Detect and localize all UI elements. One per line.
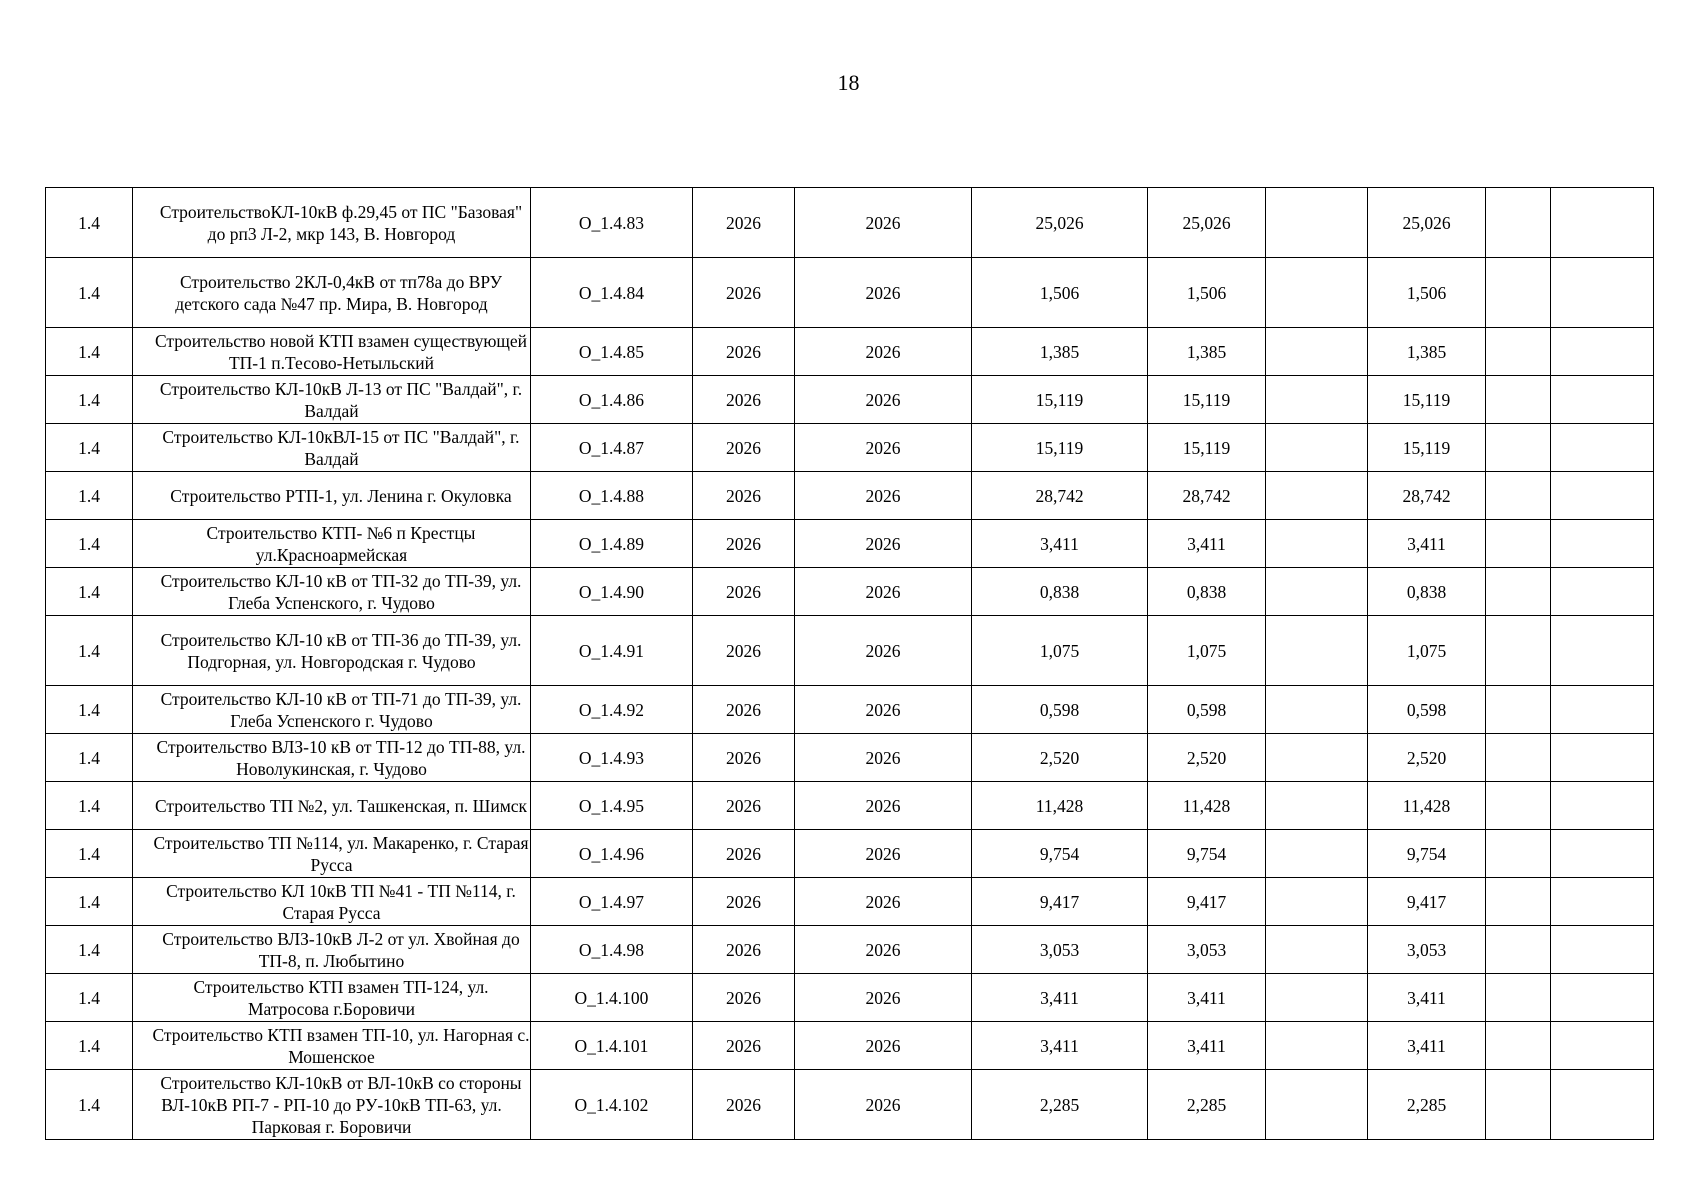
start-year-cell: 2026	[693, 926, 795, 974]
table-row	[46, 878, 1654, 926]
end-year-cell: 2026	[795, 926, 972, 974]
project-code-cell: О_1.4.91	[531, 616, 693, 686]
section-cell: 1.4	[46, 188, 133, 258]
project-code-cell: О_1.4.97	[531, 878, 693, 926]
value-cell-5	[1486, 1022, 1551, 1070]
value-cell-2: 2,285	[1148, 1070, 1266, 1140]
value-cell-2: 0,598	[1148, 686, 1266, 734]
value-cell-2: 3,411	[1148, 520, 1266, 568]
value-cell-6	[1551, 376, 1654, 424]
value-cell-1: 9,417	[972, 878, 1148, 926]
value-cell-5	[1486, 830, 1551, 878]
project-name-cell: Строительство КТП- №6 п Крестцы ул.Красноармейская	[133, 520, 531, 568]
value-cell-4: 3,411	[1368, 1022, 1486, 1070]
start-year-cell: 2026	[693, 568, 795, 616]
value-cell-4: 28,742	[1368, 472, 1486, 520]
project-name-cell: Строительство КЛ-10кВ Л-13 от ПС "Валдай", г. Валдай	[133, 376, 531, 424]
value-cell-6	[1551, 616, 1654, 686]
value-cell-1: 25,026	[972, 188, 1148, 258]
section-cell: 1.4	[46, 686, 133, 734]
start-year-cell: 2026	[693, 376, 795, 424]
start-year-cell: 2026	[693, 616, 795, 686]
end-year-cell: 2026	[795, 376, 972, 424]
value-cell-2: 15,119	[1148, 424, 1266, 472]
table-body	[46, 188, 1654, 1140]
value-cell-3	[1266, 424, 1368, 472]
value-cell-6	[1551, 1022, 1654, 1070]
section-cell: 1.4	[46, 830, 133, 878]
value-cell-2: 3,411	[1148, 974, 1266, 1022]
end-year-cell: 2026	[795, 878, 972, 926]
section-cell: 1.4	[46, 974, 133, 1022]
end-year-cell: 2026	[795, 974, 972, 1022]
value-cell-5	[1486, 472, 1551, 520]
value-cell-5	[1486, 520, 1551, 568]
value-cell-2: 2,520	[1148, 734, 1266, 782]
value-cell-1: 3,411	[972, 974, 1148, 1022]
value-cell-6	[1551, 1070, 1654, 1140]
value-cell-3	[1266, 830, 1368, 878]
project-code-cell: О_1.4.96	[531, 830, 693, 878]
table-row	[46, 974, 1654, 1022]
project-name-cell: Строительство КЛ 10кВ ТП №41 - ТП №114, г. Старая Русса	[133, 878, 531, 926]
project-name-cell: Строительство КЛ-10 кВ от ТП-32 до ТП-39, ул. Глеба Успенского, г. Чудово	[133, 568, 531, 616]
value-cell-5	[1486, 926, 1551, 974]
project-code-cell: О_1.4.84	[531, 258, 693, 328]
value-cell-1: 3,053	[972, 926, 1148, 974]
value-cell-1: 0,838	[972, 568, 1148, 616]
value-cell-3	[1266, 258, 1368, 328]
project-name-cell: Строительство ТП №114, ул. Макаренко, г. Старая Русса	[133, 830, 531, 878]
value-cell-2: 9,754	[1148, 830, 1266, 878]
value-cell-6	[1551, 258, 1654, 328]
value-cell-5	[1486, 328, 1551, 376]
value-cell-1: 3,411	[972, 520, 1148, 568]
value-cell-6	[1551, 520, 1654, 568]
project-code-cell: О_1.4.90	[531, 568, 693, 616]
value-cell-5	[1486, 376, 1551, 424]
table-row	[46, 472, 1654, 520]
project-name-cell: Строительство ВЛЗ-10кВ Л-2 от ул. Хвойная до ТП-8, п. Любытино	[133, 926, 531, 974]
project-name-cell: Строительство КЛ-10 кВ от ТП-71 до ТП-39, ул. Глеба Успенского г. Чудово	[133, 686, 531, 734]
value-cell-6	[1551, 328, 1654, 376]
section-cell: 1.4	[46, 568, 133, 616]
end-year-cell: 2026	[795, 1070, 972, 1140]
section-cell: 1.4	[46, 926, 133, 974]
value-cell-6	[1551, 424, 1654, 472]
value-cell-5	[1486, 188, 1551, 258]
value-cell-3	[1266, 1070, 1368, 1140]
value-cell-3	[1266, 188, 1368, 258]
end-year-cell: 2026	[795, 782, 972, 830]
end-year-cell: 2026	[795, 830, 972, 878]
table-row	[46, 1070, 1654, 1140]
section-cell: 1.4	[46, 734, 133, 782]
value-cell-4: 15,119	[1368, 376, 1486, 424]
value-cell-1: 11,428	[972, 782, 1148, 830]
start-year-cell: 2026	[693, 258, 795, 328]
value-cell-4: 1,075	[1368, 616, 1486, 686]
section-cell: 1.4	[46, 376, 133, 424]
table-row	[46, 328, 1654, 376]
table-row	[46, 830, 1654, 878]
start-year-cell: 2026	[693, 830, 795, 878]
table-row	[46, 1022, 1654, 1070]
table-row	[46, 734, 1654, 782]
value-cell-4: 3,411	[1368, 520, 1486, 568]
value-cell-6	[1551, 686, 1654, 734]
project-code-cell: О_1.4.89	[531, 520, 693, 568]
value-cell-4: 3,411	[1368, 974, 1486, 1022]
value-cell-6	[1551, 926, 1654, 974]
value-cell-1: 2,285	[972, 1070, 1148, 1140]
project-code-cell: О_1.4.86	[531, 376, 693, 424]
project-name-cell: Строительство КЛ-10кВЛ-15 от ПС "Валдай", г. Валдай	[133, 424, 531, 472]
value-cell-3	[1266, 782, 1368, 830]
value-cell-5	[1486, 258, 1551, 328]
table-row	[46, 782, 1654, 830]
value-cell-3	[1266, 926, 1368, 974]
start-year-cell: 2026	[693, 188, 795, 258]
value-cell-1: 9,754	[972, 830, 1148, 878]
project-code-cell: О_1.4.93	[531, 734, 693, 782]
value-cell-4: 0,598	[1368, 686, 1486, 734]
value-cell-3	[1266, 328, 1368, 376]
section-cell: 1.4	[46, 424, 133, 472]
project-name-cell: Строительство КТП взамен ТП-124, ул. Матросова г.Боровичи	[133, 974, 531, 1022]
value-cell-4: 2,285	[1368, 1070, 1486, 1140]
value-cell-3	[1266, 734, 1368, 782]
project-code-cell: О_1.4.98	[531, 926, 693, 974]
value-cell-3	[1266, 520, 1368, 568]
start-year-cell: 2026	[693, 520, 795, 568]
end-year-cell: 2026	[795, 616, 972, 686]
value-cell-6	[1551, 974, 1654, 1022]
value-cell-4: 1,506	[1368, 258, 1486, 328]
project-code-cell: О_1.4.92	[531, 686, 693, 734]
table-row	[46, 258, 1654, 328]
table-row	[46, 568, 1654, 616]
section-cell: 1.4	[46, 472, 133, 520]
value-cell-2: 1,385	[1148, 328, 1266, 376]
value-cell-2: 3,411	[1148, 1022, 1266, 1070]
section-cell: 1.4	[46, 258, 133, 328]
project-name-cell: Строительство КЛ-10кВ от ВЛ-10кВ со стороны ВЛ-10кВ РП-7 - РП-10 до РУ-10кВ ТП-63, ул. Парковая г. Боровичи	[133, 1070, 531, 1140]
value-cell-3	[1266, 616, 1368, 686]
value-cell-6	[1551, 472, 1654, 520]
end-year-cell: 2026	[795, 472, 972, 520]
value-cell-3	[1266, 878, 1368, 926]
value-cell-4: 1,385	[1368, 328, 1486, 376]
table-row	[46, 424, 1654, 472]
end-year-cell: 2026	[795, 328, 972, 376]
table-row	[46, 188, 1654, 258]
end-year-cell: 2026	[795, 520, 972, 568]
section-cell: 1.4	[46, 520, 133, 568]
start-year-cell: 2026	[693, 1070, 795, 1140]
value-cell-6	[1551, 830, 1654, 878]
value-cell-1: 1,075	[972, 616, 1148, 686]
section-cell: 1.4	[46, 878, 133, 926]
project-code-cell: О_1.4.102	[531, 1070, 693, 1140]
value-cell-2: 3,053	[1148, 926, 1266, 974]
value-cell-5	[1486, 568, 1551, 616]
value-cell-5	[1486, 734, 1551, 782]
value-cell-2: 11,428	[1148, 782, 1266, 830]
table-row	[46, 616, 1654, 686]
value-cell-2: 28,742	[1148, 472, 1266, 520]
end-year-cell: 2026	[795, 424, 972, 472]
value-cell-6	[1551, 878, 1654, 926]
project-code-cell: О_1.4.88	[531, 472, 693, 520]
value-cell-1: 1,385	[972, 328, 1148, 376]
start-year-cell: 2026	[693, 782, 795, 830]
value-cell-4: 2,520	[1368, 734, 1486, 782]
section-cell: 1.4	[46, 1070, 133, 1140]
section-cell: 1.4	[46, 782, 133, 830]
end-year-cell: 2026	[795, 188, 972, 258]
value-cell-4: 9,417	[1368, 878, 1486, 926]
value-cell-4: 0,838	[1368, 568, 1486, 616]
value-cell-1: 2,520	[972, 734, 1148, 782]
project-name-cell: Строительство ВЛЗ-10 кВ от ТП-12 до ТП-88, ул. Новолукинская, г. Чудово	[133, 734, 531, 782]
value-cell-6	[1551, 734, 1654, 782]
start-year-cell: 2026	[693, 974, 795, 1022]
end-year-cell: 2026	[795, 686, 972, 734]
start-year-cell: 2026	[693, 734, 795, 782]
value-cell-3	[1266, 1022, 1368, 1070]
value-cell-2: 0,838	[1148, 568, 1266, 616]
value-cell-1: 15,119	[972, 376, 1148, 424]
project-code-cell: О_1.4.95	[531, 782, 693, 830]
table-row	[46, 686, 1654, 734]
project-name-cell: Строительство ТП №2, ул. Ташкенская, п. Шимск	[133, 782, 531, 830]
value-cell-5	[1486, 424, 1551, 472]
value-cell-4: 25,026	[1368, 188, 1486, 258]
project-code-cell: О_1.4.100	[531, 974, 693, 1022]
value-cell-4: 11,428	[1368, 782, 1486, 830]
value-cell-1: 3,411	[972, 1022, 1148, 1070]
page-number: 18	[837, 70, 860, 95]
start-year-cell: 2026	[693, 424, 795, 472]
project-code-cell: О_1.4.83	[531, 188, 693, 258]
value-cell-1: 28,742	[972, 472, 1148, 520]
value-cell-5	[1486, 1070, 1551, 1140]
start-year-cell: 2026	[693, 686, 795, 734]
project-name-cell: Строительство 2КЛ-0,4кВ от тп78а до ВРУ детского сада №47 пр. Мира, В. Новгород	[133, 258, 531, 328]
start-year-cell: 2026	[693, 1022, 795, 1070]
project-code-cell: О_1.4.87	[531, 424, 693, 472]
end-year-cell: 2026	[795, 734, 972, 782]
project-name-cell: Строительство новой КТП взамен существующей ТП-1 п.Тесово-Нетыльский	[133, 328, 531, 376]
value-cell-1: 15,119	[972, 424, 1148, 472]
value-cell-6	[1551, 188, 1654, 258]
value-cell-6	[1551, 782, 1654, 830]
value-cell-3	[1266, 974, 1368, 1022]
value-cell-5	[1486, 974, 1551, 1022]
start-year-cell: 2026	[693, 328, 795, 376]
table-row	[46, 926, 1654, 974]
value-cell-3	[1266, 472, 1368, 520]
value-cell-2: 25,026	[1148, 188, 1266, 258]
value-cell-5	[1486, 782, 1551, 830]
end-year-cell: 2026	[795, 258, 972, 328]
value-cell-2: 1,075	[1148, 616, 1266, 686]
project-name-cell: Строительство РТП-1, ул. Ленина г. Окуловка	[133, 472, 531, 520]
value-cell-5	[1486, 616, 1551, 686]
value-cell-3	[1266, 568, 1368, 616]
value-cell-5	[1486, 878, 1551, 926]
investment-projects-table	[45, 187, 1654, 1140]
end-year-cell: 2026	[795, 568, 972, 616]
section-cell: 1.4	[46, 1022, 133, 1070]
value-cell-1: 0,598	[972, 686, 1148, 734]
start-year-cell: 2026	[693, 472, 795, 520]
table-row	[46, 520, 1654, 568]
section-cell: 1.4	[46, 328, 133, 376]
value-cell-4: 9,754	[1368, 830, 1486, 878]
value-cell-3	[1266, 686, 1368, 734]
value-cell-2: 15,119	[1148, 376, 1266, 424]
project-name-cell: СтроительствоКЛ-10кВ ф.29,45 от ПС "Базовая" до рп3 Л-2, мкр 143, В. Новгород	[133, 188, 531, 258]
project-name-cell: Строительство КТП взамен ТП-10, ул. Нагорная с. Мошенское	[133, 1022, 531, 1070]
project-code-cell: О_1.4.85	[531, 328, 693, 376]
start-year-cell: 2026	[693, 878, 795, 926]
table-row	[46, 376, 1654, 424]
end-year-cell: 2026	[795, 1022, 972, 1070]
value-cell-2: 9,417	[1148, 878, 1266, 926]
value-cell-3	[1266, 376, 1368, 424]
project-name-cell: Строительство КЛ-10 кВ от ТП-36 до ТП-39, ул. Подгорная, ул. Новгородская г. Чудово	[133, 616, 531, 686]
value-cell-6	[1551, 568, 1654, 616]
value-cell-4: 3,053	[1368, 926, 1486, 974]
value-cell-2: 1,506	[1148, 258, 1266, 328]
project-code-cell: О_1.4.101	[531, 1022, 693, 1070]
value-cell-5	[1486, 686, 1551, 734]
value-cell-4: 15,119	[1368, 424, 1486, 472]
section-cell: 1.4	[46, 616, 133, 686]
value-cell-1: 1,506	[972, 258, 1148, 328]
